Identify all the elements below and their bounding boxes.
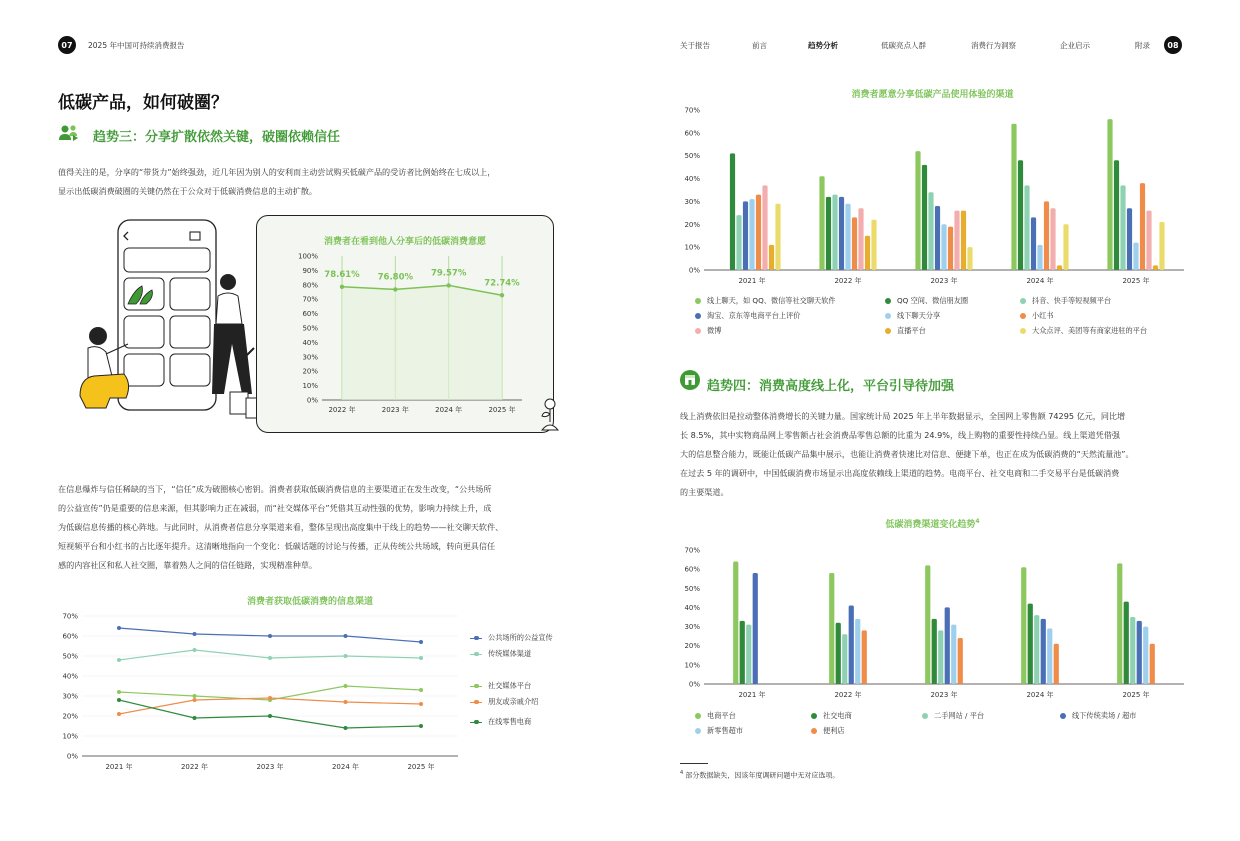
bar (845, 204, 850, 270)
bar (769, 245, 774, 270)
bar (849, 606, 854, 684)
bar (1107, 119, 1112, 270)
legend-item: 线下聊天分享 (885, 311, 940, 321)
bar (743, 201, 748, 270)
x-tick-label: 2021 年 (105, 763, 133, 771)
bar (1050, 208, 1055, 270)
x-tick-label: 2022 年 (180, 763, 209, 771)
bar (730, 153, 735, 270)
data-point (344, 700, 348, 704)
y-tick-label: 40% (62, 672, 78, 681)
data-label: 72.74% (484, 278, 520, 289)
bar (871, 220, 876, 270)
data-point (193, 698, 197, 702)
y-tick-label: 40% (302, 338, 318, 347)
y-tick-label: 60% (302, 310, 318, 319)
bar (1031, 217, 1036, 270)
bar (1028, 604, 1033, 684)
bar (762, 185, 767, 270)
legend-item: 抖音、快手等短视频平台 (1020, 296, 1111, 306)
bar (1117, 563, 1122, 684)
x-tick-label: 2021 年 (738, 277, 766, 285)
x-tick-label: 2025 年 (1122, 691, 1150, 699)
x-tick-label: 2021 年 (738, 691, 766, 699)
y-tick-label: 40% (684, 175, 700, 184)
x-tick-label: 2024 年 (1026, 277, 1054, 285)
bar (736, 215, 741, 270)
bar (1063, 224, 1068, 270)
legend-item: 微博 (695, 326, 721, 336)
data-point (268, 656, 272, 660)
y-tick-label: 70% (62, 612, 78, 621)
data-point (117, 658, 121, 662)
bar (1057, 265, 1062, 270)
legend-item: 便利店 (811, 726, 845, 736)
legend-item: 社交媒体平台 (470, 681, 531, 691)
bar (1124, 602, 1129, 684)
bar (819, 176, 824, 270)
data-point (268, 696, 272, 700)
chart4-title: 低碳消费渠道变化趋势$^4$ (885, 518, 980, 530)
y-tick-label: 0% (306, 396, 318, 405)
bar (1120, 185, 1125, 270)
x-tick-label: 2022 年 (328, 406, 356, 414)
trend-four-heading: 趋势四：消费高度线上化，平台引导待加强 (707, 379, 955, 394)
chart3-title: 消费者愿意分享低碳产品使用体验的渠道 (851, 90, 1014, 100)
bar (1150, 644, 1155, 684)
y-tick-label: 100% (297, 252, 318, 261)
bar (1054, 644, 1059, 684)
bar (852, 217, 857, 270)
area-fill (342, 285, 502, 400)
data-point (419, 724, 423, 728)
y-tick-label: 50% (684, 152, 700, 161)
bar (961, 211, 966, 270)
bar (945, 607, 950, 684)
report-title: 2025 年中国可持续消费报告 (88, 41, 185, 50)
bar (1159, 222, 1164, 270)
intro-paragraph: 值得关注的是，分享的“带货力”始终强劲，近几年因为别人的安利而主动尝试购买低碳产品的受访者比例始终在七成以上， 显示出低碳消费破圈的关键仍然在于公众对于低碳消费信息的主动扩散。 (58, 167, 496, 196)
bar (1140, 183, 1145, 270)
page-number-left: 07 (58, 36, 76, 54)
nav-item-4[interactable]: 消费行为洞察 (971, 41, 1016, 50)
y-tick-label: 80% (302, 281, 318, 290)
x-tick-label: 2022 年 (834, 691, 862, 699)
data-point (344, 726, 348, 730)
legend-item: 线下传统卖场 / 超市 (1060, 711, 1137, 721)
data-point (117, 698, 121, 702)
y-tick-label: 10% (684, 243, 700, 252)
bar (756, 195, 761, 270)
legend-item: QQ 空间、微信朋友圈 (885, 296, 968, 306)
trend-three-heading: 趋势三：分享扩散依然关键，破圈依赖信任 (93, 130, 341, 145)
body-paragraph-left: 在信息爆炸与信任稀缺的当下，“信任”成为破圈核心密钥。消费者获取低碳消费信息的主要渠道正在发生改变，“公共场所 的公益宣传”仍是重要的信息来源，但其影响力正在减弱，而“社交媒体平台”凭借其互动性强的优势，影响力持续上升，成 为低碳信息传播的核心阵地。与此同时，从消费者信息分享渠道来看，整体呈现出高度集中于线上的趋势——社交聊天软件、 短视频平台和小红书的占比逐年提升。这清晰地指向一个变化：低碳话题的讨论与传播，正从传统公共场域，转向更具信任 感的内容社区和私人社交圈，靠着熟人之间的信任链路，实现精准种草。 (58, 484, 504, 570)
x-tick-label: 2023 年 (930, 691, 958, 699)
y-tick-label: 70% (684, 546, 700, 555)
y-tick-label: 70% (684, 106, 700, 115)
x-tick-label: 2025 年 (1122, 277, 1150, 285)
people-share-icon (58, 124, 80, 142)
bar (1133, 243, 1138, 270)
y-tick-label: 10% (684, 661, 700, 670)
x-tick-label: 2023 年 (930, 277, 958, 285)
y-tick-label: 10% (302, 382, 318, 391)
bar (951, 625, 956, 684)
bar (1127, 208, 1132, 270)
bar (1024, 185, 1029, 270)
bar (958, 638, 963, 684)
y-tick-label: 30% (302, 353, 318, 362)
bar (826, 197, 831, 270)
legend-item: 线上聊天，如 QQ、微信等社交聊天软件 (695, 296, 836, 306)
footnote: $^4$ 部分数据缺失，因该年度调研问题中无对应选项。 (680, 770, 840, 780)
y-tick-label: 30% (62, 692, 78, 701)
data-point (268, 634, 272, 638)
bar (1143, 627, 1148, 684)
y-tick-label: 0% (66, 752, 78, 761)
bar (922, 165, 927, 270)
y-tick-label: 50% (684, 584, 700, 593)
data-point (393, 287, 397, 291)
data-point (117, 712, 121, 716)
legend-item: 公共场所的公益宣传 (470, 633, 553, 643)
bar (740, 621, 745, 684)
y-tick-label: 30% (684, 623, 700, 632)
bar (862, 630, 867, 684)
y-tick-label: 50% (62, 652, 78, 661)
nav-item-3[interactable]: 低碳亮点人群 (881, 41, 926, 50)
bar (1153, 265, 1158, 270)
consumption-channel-chart (676, 540, 1190, 706)
x-tick-label: 2023 年 (381, 406, 409, 414)
y-tick-label: 40% (684, 603, 700, 612)
x-tick-label: 2023 年 (256, 763, 284, 771)
share-channel-chart (676, 100, 1190, 292)
y-tick-label: 90% (302, 266, 318, 275)
y-tick-label: 0% (688, 266, 700, 275)
data-point (340, 285, 344, 289)
bar (938, 630, 943, 684)
legend-item: 二手网站 / 平台 (922, 711, 984, 721)
bar (832, 195, 837, 270)
bar (733, 561, 738, 684)
data-label: 76.80% (377, 272, 414, 283)
bar (954, 211, 959, 270)
bar (749, 199, 754, 270)
legend-item: 直播平台 (885, 326, 926, 336)
bar (925, 565, 930, 684)
data-point (193, 716, 197, 720)
bar (865, 236, 870, 270)
data-point (419, 688, 423, 692)
legend-item: 新零售超市 (695, 726, 743, 736)
legend-item: 传统媒体渠道 (470, 649, 531, 659)
y-tick-label: 30% (684, 197, 700, 206)
x-tick-label: 2022 年 (834, 277, 862, 285)
bar (1011, 124, 1016, 270)
legend-item: 电商平台 (695, 711, 736, 721)
x-tick-label: 2025 年 (407, 763, 435, 771)
bar (1021, 567, 1026, 684)
y-tick-label: 20% (302, 367, 318, 376)
x-tick-label: 2025 年 (488, 406, 516, 414)
bar (1044, 201, 1049, 270)
bar (932, 619, 937, 684)
y-tick-label: 50% (302, 324, 318, 333)
bar (842, 634, 847, 684)
legend-item: 朋友或亲戚介绍 (470, 697, 538, 707)
bar (915, 151, 920, 270)
data-point (193, 694, 197, 698)
bar (1018, 160, 1023, 270)
data-point (344, 684, 348, 688)
bar (1041, 619, 1046, 684)
data-point (419, 702, 423, 706)
bar (941, 224, 946, 270)
nav-item-6[interactable]: 附录 (1135, 41, 1150, 50)
nav-item-0[interactable]: 关于报告 (680, 41, 710, 50)
y-tick-label: 70% (302, 295, 318, 304)
bar (967, 247, 972, 270)
data-point (117, 690, 121, 694)
data-point (193, 632, 197, 636)
bar (855, 619, 860, 684)
nav-item-1[interactable]: 前言 (752, 41, 767, 50)
page-number-right: 08 (1164, 36, 1182, 54)
data-point (500, 293, 504, 297)
willingness-chart (290, 250, 540, 420)
bar (928, 192, 933, 270)
legend-item: 小红书 (1020, 311, 1054, 321)
shop-icon (680, 370, 700, 390)
data-point (344, 654, 348, 658)
body-paragraph-right: 线上消费依旧是拉动整体消费增长的关键力量。国家统计局 2025 年上半年数据显示，全国网上零售额 74295 亿元，同比增 长 8.5%，其中实物商品网上零售额占社会消费品零售总额的比重为 24.9%，线上购物的重要性持续凸显。线上渠道凭借强 大的信息整合能力，既能让低碳产品集中展示，也能让消费者快速比对信息、便捷下单，也正在成为低碳消费的“天然流量池”。 在过去 5 年的调研中，中国低碳消费市场显示出高度依赖线上渠道的趋势。电商平台、社交电商和二手交易平台是低碳消费 的主要渠道。 (680, 411, 1134, 497)
bar (829, 573, 834, 684)
y-tick-label: 20% (684, 220, 700, 229)
top-nav (680, 40, 1160, 52)
bar (858, 208, 863, 270)
data-point (419, 656, 423, 660)
bar (1114, 160, 1119, 270)
data-point (117, 626, 121, 630)
info-channel-chart (54, 608, 464, 776)
bar (1047, 628, 1052, 684)
x-tick-label: 2024 年 (435, 406, 463, 414)
nav-item-5[interactable]: 企业启示 (1060, 41, 1090, 50)
bar (1137, 621, 1142, 684)
y-tick-label: 60% (62, 632, 78, 641)
bar (948, 227, 953, 270)
data-point (268, 714, 272, 718)
bar (1037, 245, 1042, 270)
data-point (344, 634, 348, 638)
bar (836, 623, 841, 684)
legend-item: 社交电商 (811, 711, 852, 721)
y-tick-label: 20% (62, 712, 78, 721)
chart1-title: 消费者在看到他人分享后的低碳消费意愿 (323, 237, 486, 247)
chart2-title: 消费者获取低碳消费的信息渠道 (246, 597, 373, 607)
legend-item: 大众点评、美团等有商家进驻的平台 (1020, 326, 1147, 336)
bar (746, 625, 751, 684)
data-point (193, 648, 197, 652)
bar (839, 197, 844, 270)
data-point (446, 283, 450, 287)
data-label: 79.57% (430, 268, 467, 279)
bar (1034, 615, 1039, 684)
shopping-illustration (58, 218, 258, 428)
y-tick-label: 60% (684, 129, 700, 138)
page-heading: 低碳产品，如何破圈？ (58, 93, 228, 113)
legend-item: 在线零售电商 (470, 717, 531, 727)
x-tick-label: 2024 年 (1026, 691, 1054, 699)
y-tick-label: 0% (688, 680, 700, 689)
bar (935, 206, 940, 270)
y-tick-label: 10% (62, 732, 78, 741)
data-label: 78.61% (324, 269, 360, 280)
legend-item: 淘宝、京东等电商平台上评价 (695, 311, 800, 321)
data-point (419, 640, 423, 644)
footnote-divider (680, 763, 708, 764)
bar (1146, 211, 1151, 270)
y-tick-label: 60% (684, 565, 700, 574)
nav-item-2[interactable]: 趋势分析 (808, 41, 838, 50)
bar (753, 573, 758, 684)
x-tick-label: 2024 年 (331, 763, 360, 771)
y-tick-label: 20% (684, 642, 700, 651)
bar (775, 204, 780, 270)
bar (1130, 617, 1135, 684)
